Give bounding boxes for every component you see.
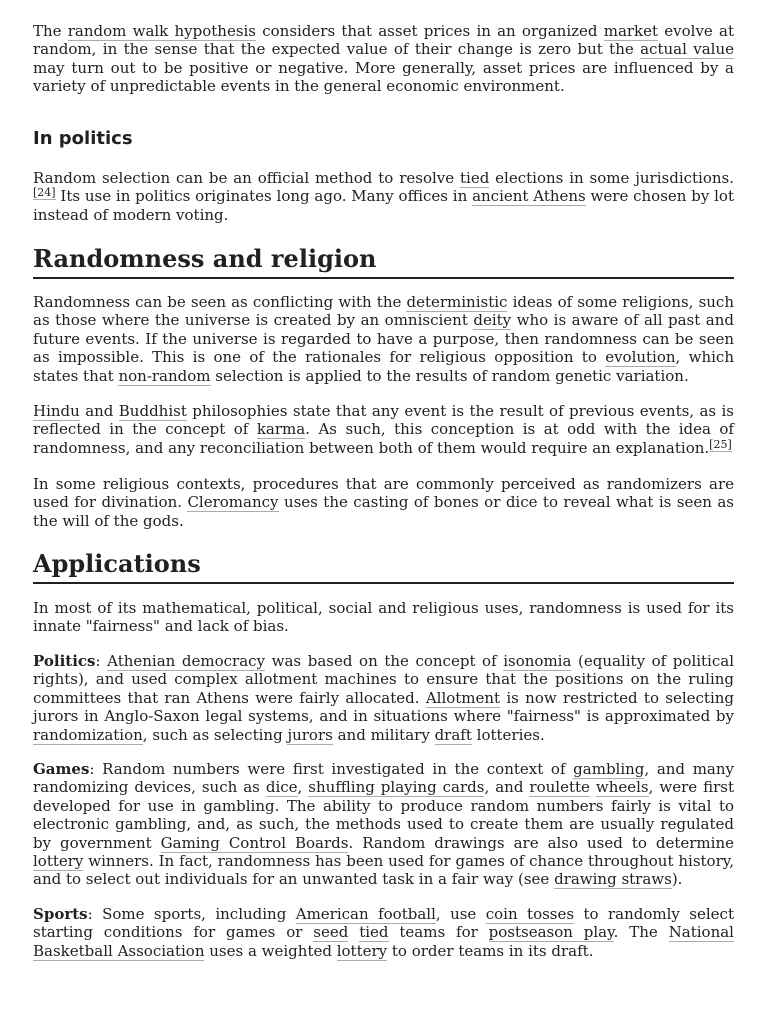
paragraph-applications-intro: In most of its mathematical, political, social and religious uses, randomness is used for its innate "fairness" and lack of bias. xyxy=(33,599,734,636)
link-random-walk-hypothesis[interactable]: random walk hypothesis xyxy=(67,22,257,40)
link-tied[interactable]: tied xyxy=(460,169,490,187)
citation-24[interactable]: [24] xyxy=(33,186,56,200)
link-non-random[interactable]: non-random xyxy=(118,366,211,385)
link-draft[interactable]: draft xyxy=(434,725,472,744)
link-lottery-nba[interactable]: lottery xyxy=(336,941,388,960)
link-shuffling-playing-cards[interactable]: shuffling playing cards xyxy=(308,778,485,797)
label-games: Games xyxy=(33,760,90,778)
link-dice[interactable]: dice xyxy=(265,778,298,797)
paragraph-applications-games: Games: Random numbers were first investigated in the context of gambling, and many randomizing devices, such as dice, shuffling playing cards, and roulette wheels, were first developed for use in gambling. The ability to produce random numbers fairly is vital to electronic gambling, and, as such, the methods used to create them are usually regulated by government Gaming Control Boards. Random drawings are also used to determine lottery winners. In fact, randomness has been used for games of chance throughout history, and to select out individuals for an unwanted task in a fair way (see drawing straws). xyxy=(33,760,735,889)
heading-in-politics: In politics xyxy=(33,128,133,149)
link-lottery[interactable]: lottery xyxy=(33,852,84,871)
link-tied-teams[interactable]: tied xyxy=(359,923,389,942)
link-hindu[interactable]: Hindu xyxy=(33,402,80,420)
citation-25[interactable]: [25] xyxy=(709,437,732,451)
link-actual-value[interactable]: actual value xyxy=(640,40,735,59)
link-athenian-democracy[interactable]: Athenian democracy xyxy=(107,652,266,670)
link-roulette[interactable]: roulette xyxy=(529,778,590,797)
link-gambling[interactable]: gambling xyxy=(573,760,645,778)
paragraph-applications-sports: Sports: Some sports, including American football, use coin tosses to randomly select starting conditions for games or seed tied teams for postseason play. The National Basketball Association uses a weighted lottery to order teams in its draft. xyxy=(33,905,734,960)
link-ancient-athens[interactable]: ancient Athens xyxy=(472,187,586,206)
paragraph-politics: Random selection can be an official method to resolve tied elections in some jurisdictions.[24] Its use in politics originates long ago. Many offices in ancient Athens were chosen by lot instead of modern voting. xyxy=(33,169,734,224)
link-randomization[interactable]: randomization xyxy=(33,725,143,744)
link-allotment[interactable]: Allotment xyxy=(425,688,501,707)
link-market[interactable]: market xyxy=(603,22,659,40)
link-seed[interactable]: seed xyxy=(313,923,349,942)
label-sports: Sports xyxy=(33,905,88,923)
heading-applications: Applications xyxy=(33,549,734,584)
link-jurors[interactable]: jurors xyxy=(287,725,333,744)
link-buddhist[interactable]: Buddhist xyxy=(118,402,187,420)
link-evolution[interactable]: evolution xyxy=(605,348,676,367)
link-drawing-straws[interactable]: drawing straws xyxy=(554,870,672,889)
paragraph-religion-2: Hindu and Buddhist philosophies state that any event is the result of previous events, as is reflected in the concept of karma. As such, this conception is at odd with the idea of randomness, and any reconciliation between both of them would require an explanation.[25] xyxy=(33,402,734,457)
link-isonomia[interactable]: isonomia xyxy=(503,652,572,670)
link-karma[interactable]: karma xyxy=(256,420,306,439)
link-postseason-play[interactable]: postseason play xyxy=(488,923,614,942)
link-deterministic[interactable]: deterministic xyxy=(406,293,508,311)
paragraph-religion-3: In some religious contexts, procedures that are commonly perceived as randomizers are used for divination. Cleromancy uses the casting of bones or dice to reveal what is seen as the will of the gods. xyxy=(33,475,734,530)
heading-randomness-and-religion: Randomness and religion xyxy=(33,244,734,279)
link-gaming-control-boards[interactable]: Gaming Control Boards xyxy=(160,833,349,852)
link-wheels[interactable]: wheels xyxy=(595,778,649,797)
link-coin-tosses[interactable]: coin tosses xyxy=(485,905,575,923)
link-cleromancy[interactable]: Cleromancy xyxy=(187,493,279,512)
paragraph-random-walk: The random walk hypothesis considers that asset prices in an organized market evolve at random, in the sense that the expected value of their change is zero but the actual value may turn out to be positive or negative. More generally, asset prices are influenced by a variety of unpredictable events in the general economic environment. xyxy=(33,22,735,96)
paragraph-applications-politics: Politics: Athenian democracy was based on the concept of isonomia (equality of political rights), and used complex allotment machines to ensure that the positions on the ruling committees that ran Athens were fairly allocated. Allotment is now restricted to selecting jurors in Anglo-Saxon legal systems, and in situations where "fairness" is approximated by randomization, such as selecting jurors and military draft lotteries. xyxy=(33,652,735,744)
paragraph-religion-1: Randomness can be seen as conflicting with the deterministic ideas of some religions, such as those where the universe is created by an omniscient deity who is aware of all past and future events. If the universe is regarded to have a purpose, then randomness can be seen as impossible. This is one of the rationales for religious opposition to evolution, which states that non-random selection is applied to the results of random genetic variation. xyxy=(33,293,734,385)
label-politics: Politics xyxy=(33,652,96,670)
link-american-football[interactable]: American football xyxy=(295,905,436,923)
link-national-basketball-association[interactable]: National Basketball Association xyxy=(33,923,734,960)
link-deity[interactable]: deity xyxy=(473,311,512,330)
